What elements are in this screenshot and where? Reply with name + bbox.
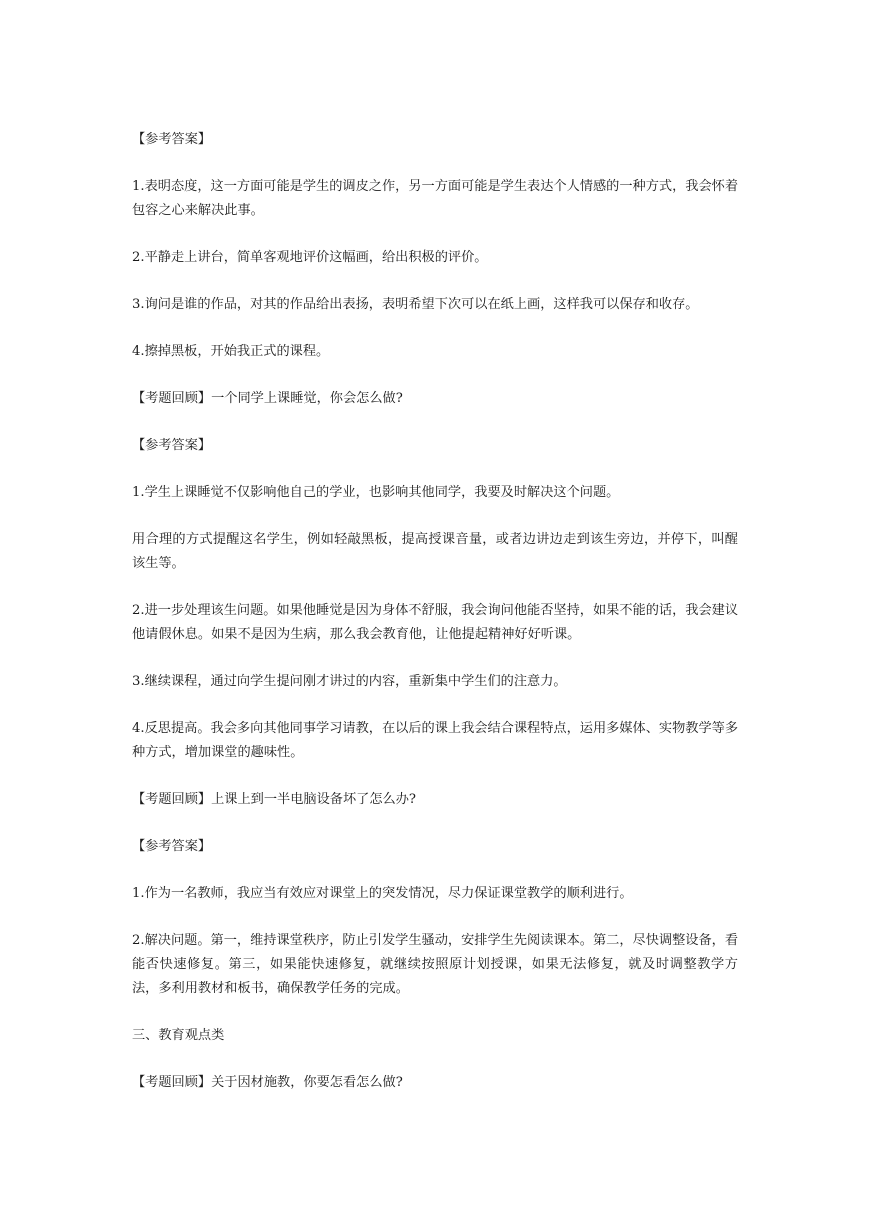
answer-heading: 【参考答案】: [132, 839, 212, 854]
answer-point-2: 2.进一步处理该生问题。如果他睡觉是因为身体不舒服，我会询问他能否坚持，如果不能的话，我会建议他请假休息。如果不是因为生病，那么我会教育他，让他提起精神好好听课。: [132, 603, 739, 642]
answer-point-3: 3.询问是谁的作品，对其的作品给出表扬，表明希望下次可以在纸上画，这样我可以保存和收存。: [132, 297, 699, 312]
answer-point-4: 4.擦掉黑板，开始我正式的课程。: [132, 344, 330, 359]
answer-point-1: 1.学生上课睡觉不仅影响他自己的学业，也影响其他同学，我要及时解决这个问题。: [132, 485, 620, 500]
answer-point-3: 3.继续课程，通过向学生提问刚才讲过的内容，重新集中学生们的注意力。: [132, 674, 567, 689]
answer-point-2: 2.解决问题。第一，维持课堂秩序，防止引发学生骚动，安排学生先阅读课本。第二，尽快调整设备，看能否快速修复。第三，如果能快速修复，就继续按照原计划授课，如果无法修复，就及时调整教学方法，多利用教材和板书，确保教学任务的完成。: [132, 933, 739, 996]
document-body: [132, 128, 738, 1118]
question-review: 【考题回顾】关于因材施教，你要怎看怎么做?: [132, 1075, 403, 1090]
answer-point-1: 1.表明态度，这一方面可能是学生的调皮之作，另一方面可能是学生表达个人情感的一种方式，我会怀着包容之心来解决此事。: [132, 179, 739, 218]
answer-point-1: 1.作为一名教师，我应当有效应对课堂上的突发情况，尽力保证课堂教学的顺利进行。: [132, 886, 633, 901]
answer-heading: 【参考答案】: [132, 438, 212, 453]
answer-point-4: 4.反思提高。我会多向其他同事学习请教，在以后的课上我会结合课程特点，运用多媒体、实物教学等多种方式，增加课堂的趣味性。: [132, 721, 739, 760]
question-review: 【考题回顾】上课上到一半电脑设备坏了怎么办?: [132, 792, 417, 807]
answer-heading: 【参考答案】: [132, 132, 212, 147]
answer-paragraph: 用合理的方式提醒这名学生，例如轻敲黑板，提高授课音量，或者边讲边走到该生旁边，并停下，叫醒该生等。: [132, 532, 738, 571]
answer-point-2: 2.平静走上讲台，简单客观地评价这幅画，给出积极的评价。: [132, 250, 488, 265]
section-heading: 三、教育观点类: [132, 1028, 225, 1043]
question-review: 【考题回顾】一个同学上课睡觉，你会怎么做?: [132, 391, 403, 406]
